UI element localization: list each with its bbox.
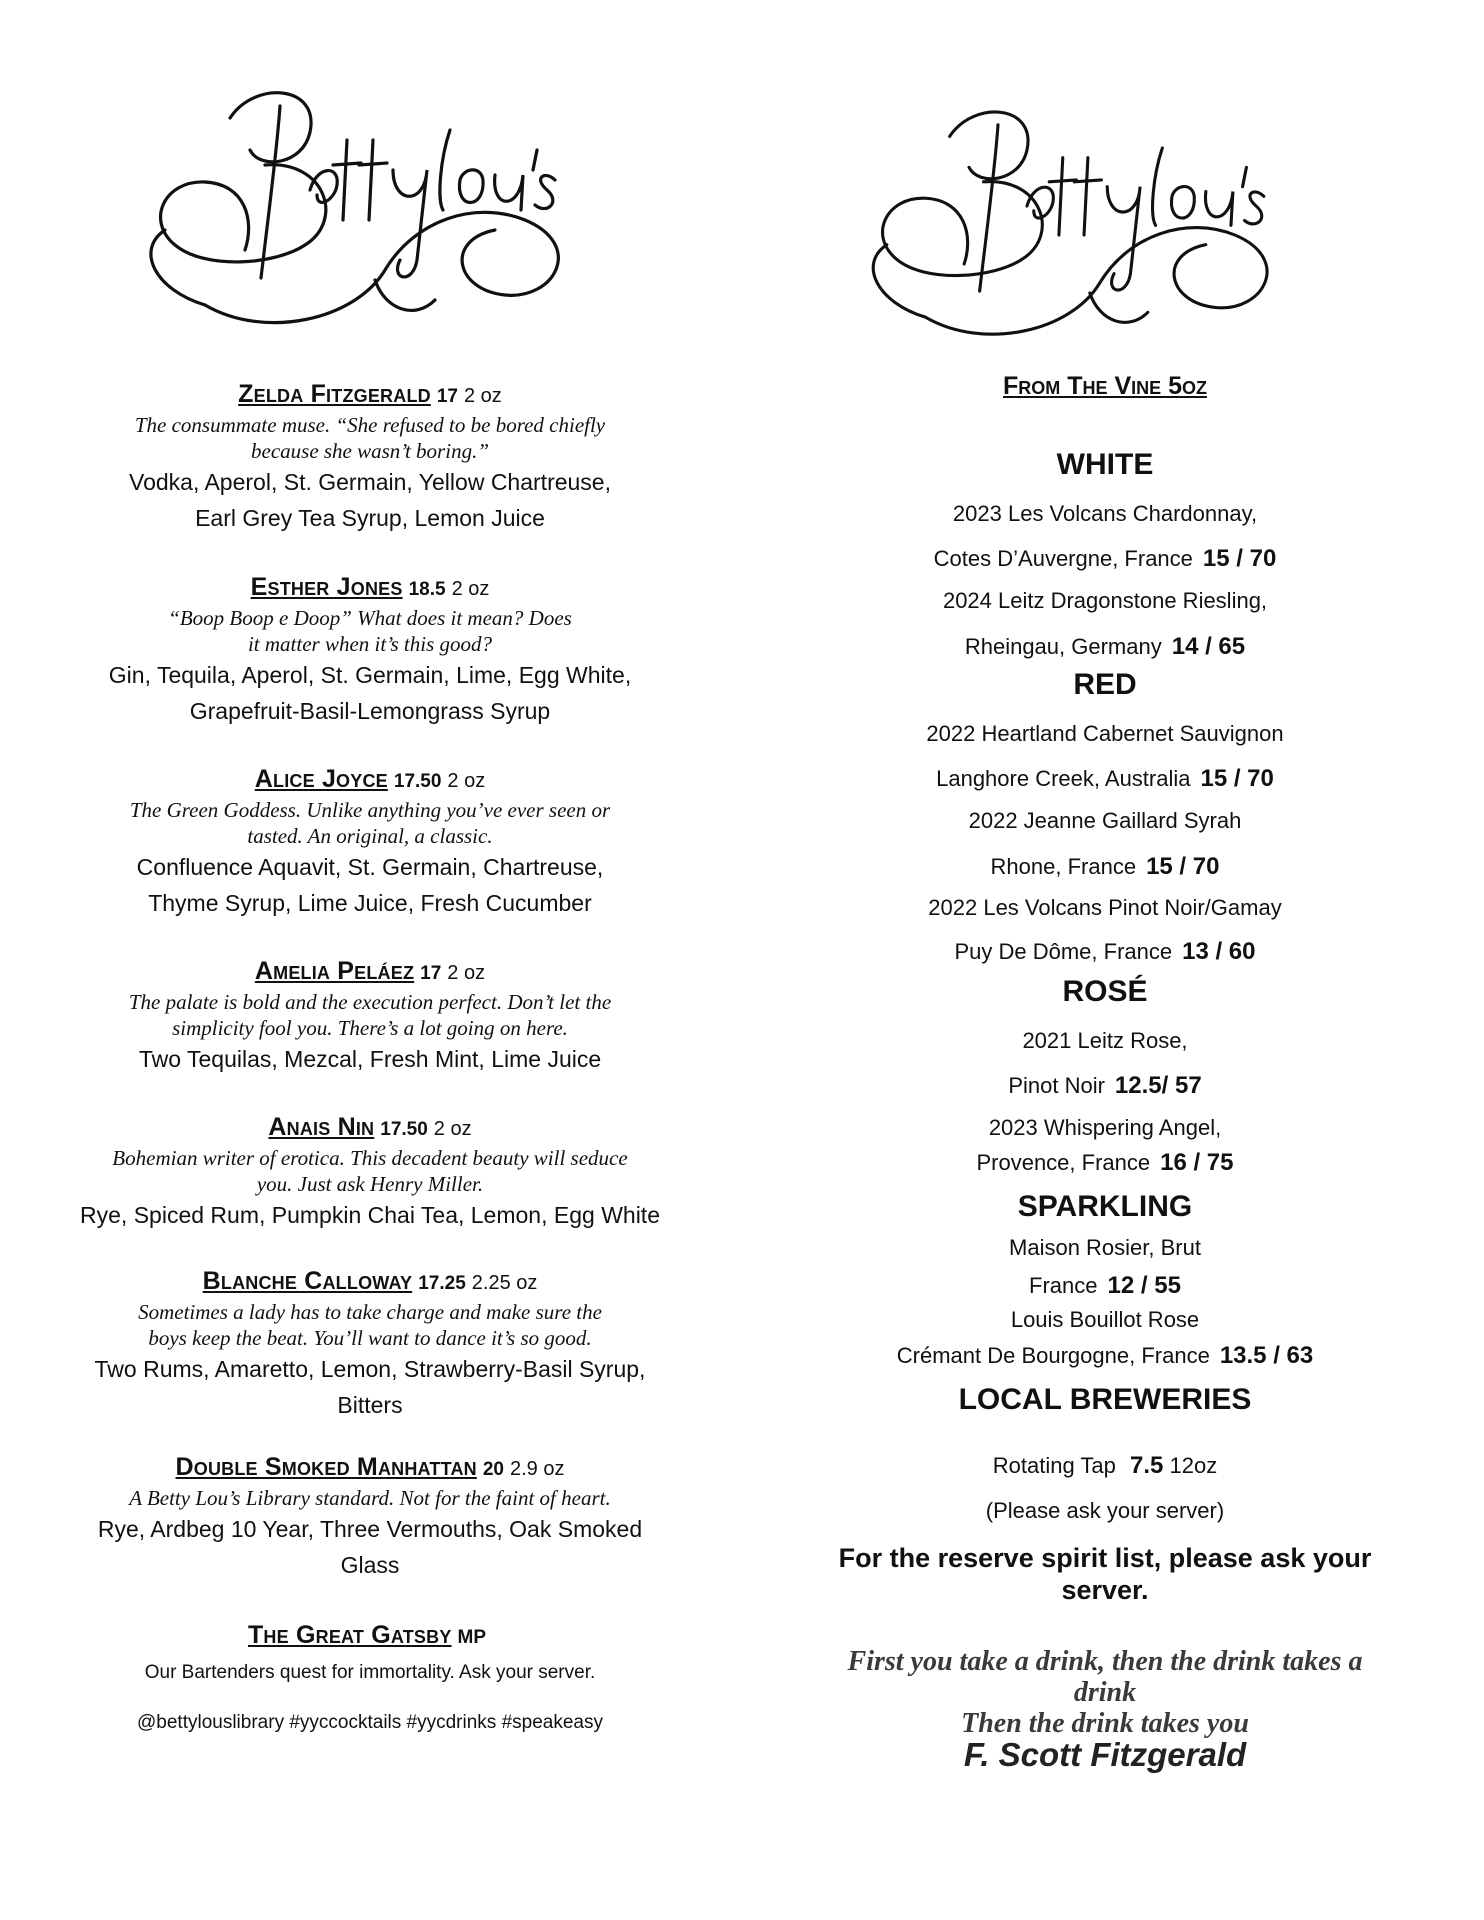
cocktail-price: 17.50 — [393, 771, 442, 792]
cocktail-header — [55, 765, 685, 796]
wine-section-title: WHITE — [1056, 448, 1154, 481]
wine-text: 2022 Jeanne Gaillard Syrah — [968, 808, 1242, 833]
wine-price: 15 / 70 — [1200, 765, 1274, 792]
wine-section-title: RED — [1073, 668, 1137, 701]
cocktail-ingredients: Rye, Ardbeg 10 Year, Three Vermouths, Oak Smoked — [97, 1516, 643, 1542]
wine-line — [790, 501, 1420, 527]
wine-price: 16 / 75 — [1160, 1149, 1234, 1176]
wine-line — [790, 1115, 1420, 1141]
cocktail-ingredients: Glass — [340, 1552, 400, 1578]
wine-text: Louis Bouillot Rose — [1010, 1307, 1200, 1332]
cocktail-description: because she wasn’t boring.” — [251, 439, 489, 463]
cocktail-item — [55, 1621, 685, 1736]
wine-line — [790, 765, 1420, 793]
cocktail-description: A Betty Lou’s Library standard. Not for the faint of heart. — [129, 1486, 611, 1510]
cocktail-price: 20 — [482, 1459, 504, 1480]
wine-line — [790, 1149, 1420, 1177]
wine-line — [790, 853, 1420, 881]
cocktail-description: you. Just ask Henry Miller. — [256, 1172, 484, 1196]
cocktail-item — [55, 957, 685, 1076]
cocktail-name: Alice Joyce — [254, 765, 388, 793]
wine-line — [790, 545, 1420, 573]
wine-text: 2023 Whispering Angel, — [988, 1115, 1222, 1140]
wine-line — [790, 895, 1420, 921]
wine-text: Provence, France — [976, 1150, 1151, 1175]
cocktail-ingredients: Vodka, Aperol, St. Germain, Yellow Chartreuse, — [129, 469, 611, 495]
wine-line — [790, 1342, 1420, 1370]
cocktail-price: 17 — [436, 386, 458, 407]
cocktail-name: Zelda Fitzgerald — [238, 380, 431, 408]
wine-line — [790, 938, 1420, 966]
cocktail-description: tasted. An original, a classic. — [247, 824, 493, 848]
cocktail-description: Sometimes a lady has to take charge and make sure the — [138, 1300, 602, 1324]
cocktail-name: Esther Jones — [250, 573, 403, 601]
quote-line: drink — [1073, 1677, 1137, 1708]
cocktail-size: 2 oz — [447, 962, 486, 984]
tap-size: 12oz — [1169, 1453, 1218, 1478]
cocktail-ingredients: Gin, Tequila, Aperol, St. Germain, Lime, Egg White, — [108, 662, 632, 688]
cocktail-size: 2 oz — [451, 578, 490, 600]
wine-text: Rheingau, Germany — [964, 634, 1162, 659]
cocktail-ingredients: Confluence Aquavit, St. Germain, Chartreuse, — [136, 854, 604, 880]
wine-section-title: ROSÉ — [1062, 975, 1148, 1008]
wine-price: 12 / 55 — [1107, 1272, 1181, 1299]
wine-line — [790, 1072, 1420, 1100]
wine-text: Maison Rosier, Brut — [1009, 1235, 1201, 1260]
cocktail-name: Blanche Calloway — [202, 1267, 413, 1295]
fitzgerald-quote — [790, 1646, 1420, 1773]
cocktail-item — [55, 1267, 685, 1422]
hashtags: @bettylouslibrary #yyccocktails #yycdrinks #speakeasy — [137, 1712, 603, 1733]
wine-text: 2022 Les Volcans Pinot Noir/Gamay — [928, 895, 1282, 920]
cocktail-description: “Boop Boop e Doop” What does it mean? Does — [168, 606, 572, 630]
logo-text: Betty Lou's — [367, 365, 373, 366]
cocktail-item — [55, 1453, 685, 1582]
cocktail-ingredients: Earl Grey Tea Syrup, Lemon Juice — [195, 505, 545, 531]
wine-text: France — [1029, 1273, 1098, 1298]
cocktail-item — [55, 765, 685, 920]
cocktail-price: 17.50 — [380, 1119, 428, 1140]
cocktail-description: The palate is bold and the execution perfect. Don’t let the — [128, 990, 612, 1014]
cocktail-size: 2.9 oz — [510, 1458, 565, 1480]
cocktail-ingredients: Thyme Syrup, Lime Juice, Fresh Cucumber — [148, 890, 592, 916]
wine-price: 14 / 65 — [1171, 633, 1246, 660]
cocktail-name: The Great Gatsby — [247, 1621, 452, 1649]
wine-line — [790, 1028, 1420, 1054]
cocktail-header — [55, 380, 685, 411]
wine-price: 12.5/ 57 — [1114, 1072, 1202, 1099]
quote-author: F. Scott Fitzgerald — [963, 1736, 1247, 1773]
cocktail-header — [55, 1113, 685, 1144]
tap-label: Rotating Tap — [992, 1453, 1116, 1478]
wine-text: Crémant De Bourgogne, France — [896, 1343, 1210, 1368]
cocktail-header — [55, 1621, 685, 1652]
cocktail-header — [55, 1267, 685, 1298]
wine-text: Cotes D’Auvergne, France — [933, 546, 1193, 571]
cocktail-header — [55, 957, 685, 988]
cocktail-item — [55, 1113, 685, 1232]
wine-line — [790, 1272, 1420, 1300]
wine-line — [790, 721, 1420, 747]
cocktail-item — [55, 380, 685, 535]
cocktail-price: 17.25 — [418, 1273, 466, 1294]
cocktail-description: The consummate muse. “She refused to be bored chiefly — [134, 413, 606, 437]
wine-text: 2021 Leitz Rose, — [1022, 1028, 1188, 1053]
gatsby-note: Our Bartenders quest for immortality. Ask your server. — [144, 1662, 596, 1683]
betty-lous-logo — [55, 70, 685, 370]
cocktail-name: Double Smoked Manhattan — [175, 1453, 477, 1481]
wine-text: 2022 Heartland Cabernet Sauvignon — [926, 721, 1284, 746]
wine-text: Pinot Noir — [1008, 1073, 1105, 1098]
wine-line — [790, 1235, 1420, 1261]
cocktail-price: 18.5 — [408, 579, 446, 600]
reserve-line: server. — [1061, 1575, 1149, 1605]
wine-line — [790, 808, 1420, 834]
cocktail-description: The Green Goddess. Unlike anything you’ve ever seen or — [129, 798, 611, 822]
reserve-note — [790, 1542, 1420, 1606]
wine-price: 15 / 70 — [1202, 545, 1277, 572]
wine-text: 2023 Les Volcans Chardonnay, — [952, 501, 1258, 526]
wine-line — [790, 633, 1420, 661]
breweries-title: LOCAL BREWERIES — [958, 1383, 1252, 1416]
cocktail-ingredients: Bitters — [337, 1392, 403, 1418]
cocktail-description: simplicity fool you. There’s a lot going on here. — [172, 1016, 568, 1040]
wine-text: Rhone, France — [990, 854, 1137, 879]
cocktail-price: 17 — [420, 963, 442, 984]
quote-line: First you take a drink, then the drink takes a — [847, 1646, 1363, 1677]
wine-text: 2024 Leitz Dragonstone Riesling, — [942, 588, 1268, 613]
cocktail-size: 2 oz — [464, 385, 502, 407]
cocktail-price: MP — [457, 1627, 487, 1648]
cocktail-header — [55, 573, 685, 604]
wine-price: 13 / 60 — [1182, 938, 1256, 965]
wine-price: 15 / 70 — [1146, 853, 1220, 880]
cocktail-size: 2.25 oz — [471, 1272, 538, 1294]
wine-section-title: SPARKLING — [1017, 1190, 1193, 1223]
cocktail-ingredients: Two Tequilas, Mezcal, Fresh Mint, Lime Juice — [138, 1046, 602, 1072]
quote-line: Then the drink takes you — [961, 1708, 1249, 1739]
wine-line — [790, 588, 1420, 614]
cocktail-ingredients: Two Rums, Amaretto, Lemon, Strawberry-Basil Syrup, — [94, 1356, 646, 1382]
cocktail-item — [55, 573, 685, 728]
wine-text: Langhore Creek, Australia — [936, 766, 1191, 791]
wine-line — [790, 1307, 1420, 1333]
cocktail-description: Bohemian writer of erotica. This decadent beauty will seduce — [112, 1146, 628, 1170]
cocktail-header — [55, 1453, 685, 1484]
tap-price: 7.5 — [1130, 1452, 1164, 1479]
rotating-tap — [790, 1452, 1420, 1480]
brewery-note: (Please ask your server) — [985, 1498, 1225, 1523]
cocktail-ingredients: Grapefruit-Basil-Lemongrass Syrup — [189, 698, 551, 724]
wine-price: 13.5 / 63 — [1219, 1342, 1314, 1369]
betty-lous-logo-right — [770, 90, 1400, 380]
cocktail-description: boys keep the beat. You’ll want to dance it’s so good. — [148, 1326, 592, 1350]
cocktail-size: 2 oz — [447, 770, 486, 792]
wine-text: Puy De Dôme, France — [954, 939, 1173, 964]
wine-heading: From The Vine 5oz — [1003, 372, 1207, 400]
cocktail-size: 2 oz — [433, 1118, 472, 1140]
cocktail-ingredients: Rye, Spiced Rum, Pumpkin Chai Tea, Lemon, Egg White — [80, 1202, 660, 1228]
cocktail-name: Anais Nin — [268, 1113, 375, 1141]
cocktail-name: Amelia Peláez — [254, 957, 415, 985]
reserve-line: For the reserve spirit list, please ask your — [838, 1543, 1372, 1573]
cocktail-description: it matter when it’s this good? — [247, 632, 493, 656]
